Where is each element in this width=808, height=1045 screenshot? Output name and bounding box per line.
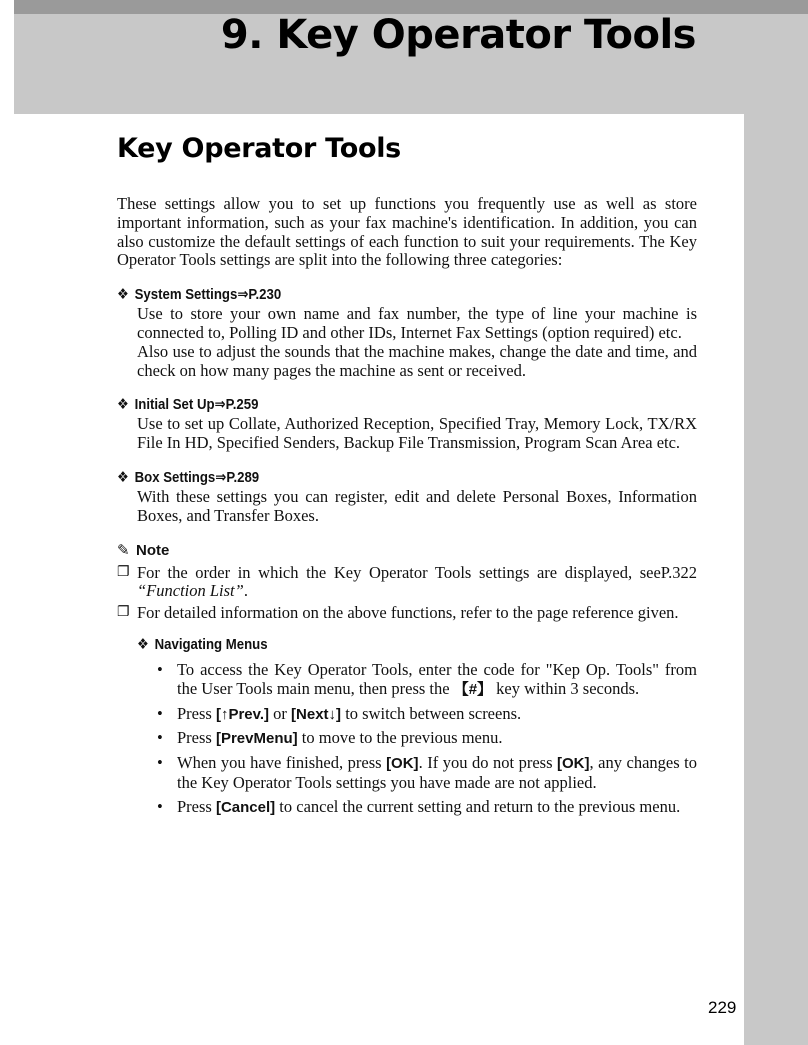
text-part: , any changes to the Key Operator Tools settings you have made are not applied. (177, 753, 697, 792)
text-part: Press (177, 728, 216, 748)
list-item-text (177, 705, 697, 725)
list-item-text (177, 798, 697, 818)
ok-key-label: [OK] (386, 755, 419, 773)
text-part: When you have finished, press (177, 753, 387, 773)
page-number: 229 (708, 998, 737, 1017)
item-box-settings (117, 468, 697, 526)
list-item (157, 661, 697, 700)
diamond-icon: ❖ (117, 396, 129, 414)
list-item (157, 705, 697, 725)
bullet-icon: • (157, 728, 163, 748)
page-ref-link[interactable]: P.289 (226, 468, 260, 486)
item-heading (117, 395, 627, 415)
note-text-part: For the order in which the Key Operator Tools settings are displayed, seeP.322 (137, 562, 697, 582)
note-text-part: . (243, 581, 248, 601)
note-item (117, 604, 697, 623)
diamond-icon: ❖ (117, 468, 129, 486)
next-key-label: [Next↓] (291, 705, 342, 723)
note-text: For detailed information on the above functions, refer to the page reference given. (137, 603, 679, 623)
checkbox-icon: ❐ (117, 605, 130, 621)
text-part: key within 3 seconds. (492, 678, 640, 698)
bullet-icon: • (157, 703, 163, 723)
text-part: Press (177, 796, 216, 816)
page-content (117, 195, 697, 823)
bullet-icon: • (157, 659, 163, 679)
diamond-icon: ❖ (137, 635, 149, 653)
arrow-icon: ⇒ (237, 286, 249, 304)
item-body: Use to store your own name and fax number, the type of line your machine is connected to, Polling ID and other IDs, Internet Fax Settings (option required) etc. (137, 304, 697, 342)
navigating-list (157, 661, 697, 818)
prevmenu-key-label: [PrevMenu] (215, 730, 298, 748)
intro-paragraph: These settings allow you to set up functions you frequently use as well as store important information, such as your fax machine's identification. In addition, you can also customize the default settings of each function to suit your requirements. The Key Operator Tools settings are split into the following three categories: (117, 194, 697, 270)
arrow-icon: ⇒ (215, 468, 227, 486)
text-part: . If you do not press (418, 753, 558, 773)
list-item (157, 754, 697, 793)
item-heading (117, 285, 627, 305)
page-ref-link[interactable]: P.230 (248, 286, 282, 304)
item-title: Box Settings (134, 468, 216, 486)
cancel-key-label: [Cancel] (215, 798, 276, 816)
item-body: Use to set up Collate, Authorized Reception, Specified Tray, Memory Lock, TX/RX File In HD, Specified Senders, Backup File Transmission, Program Scan Area etc. (137, 414, 697, 453)
bullet-icon: • (157, 796, 163, 816)
page-ref-link[interactable]: P.259 (225, 396, 259, 414)
item-body-2: Also use to adjust the sounds that the machine makes, change the date and time, and check on how many pages the machine as sent or received. (137, 341, 697, 380)
item-title: System Settings (134, 286, 238, 304)
arrow-icon: ⇒ (214, 396, 226, 414)
chapter-title: 9. Key Operator Tools (220, 12, 696, 58)
text-part: Press (177, 703, 216, 723)
navigating-menus-heading (137, 635, 630, 655)
note-heading (117, 541, 697, 561)
note-item (117, 564, 697, 602)
prev-key-label: [↑Prev.] (215, 705, 270, 723)
ok-key-label: [OK] (557, 755, 590, 773)
text-part: to move to the previous menu. (297, 728, 503, 748)
margin-band (744, 114, 808, 1045)
item-heading (117, 468, 627, 488)
list-item (157, 798, 697, 818)
list-item (157, 729, 697, 749)
diamond-icon: ❖ (117, 286, 129, 304)
checkbox-icon: ❐ (117, 564, 130, 580)
note-text (137, 564, 697, 602)
function-list-link[interactable]: “Function List” (137, 581, 244, 601)
item-title: Initial Set Up (134, 396, 215, 414)
text-part: to cancel the current setting and return to the previous menu. (275, 796, 681, 816)
item-body: With these settings you can register, edit and delete Personal Boxes, Information Boxes, and Transfer Boxes. (137, 486, 697, 525)
text-part: to switch between screens. (341, 703, 522, 723)
bullet-icon: • (157, 753, 163, 773)
text-part: To access the Key Operator Tools, enter the code for "Kep Op. Tools" from the User Tools main menu, then press the (177, 659, 697, 698)
list-item-text (177, 661, 697, 700)
navigating-title: Navigating Menus (154, 635, 268, 653)
text-part: or (269, 703, 292, 723)
section-title: Key Operator Tools (117, 133, 401, 164)
hash-key-label: 【#】 (453, 680, 493, 698)
item-initial-set-up (117, 395, 697, 453)
list-item-text (177, 729, 697, 749)
list-item-text (177, 754, 697, 793)
pencil-icon: ✎ (117, 541, 130, 559)
note-label: Note (136, 541, 170, 559)
item-system-settings (117, 285, 697, 380)
